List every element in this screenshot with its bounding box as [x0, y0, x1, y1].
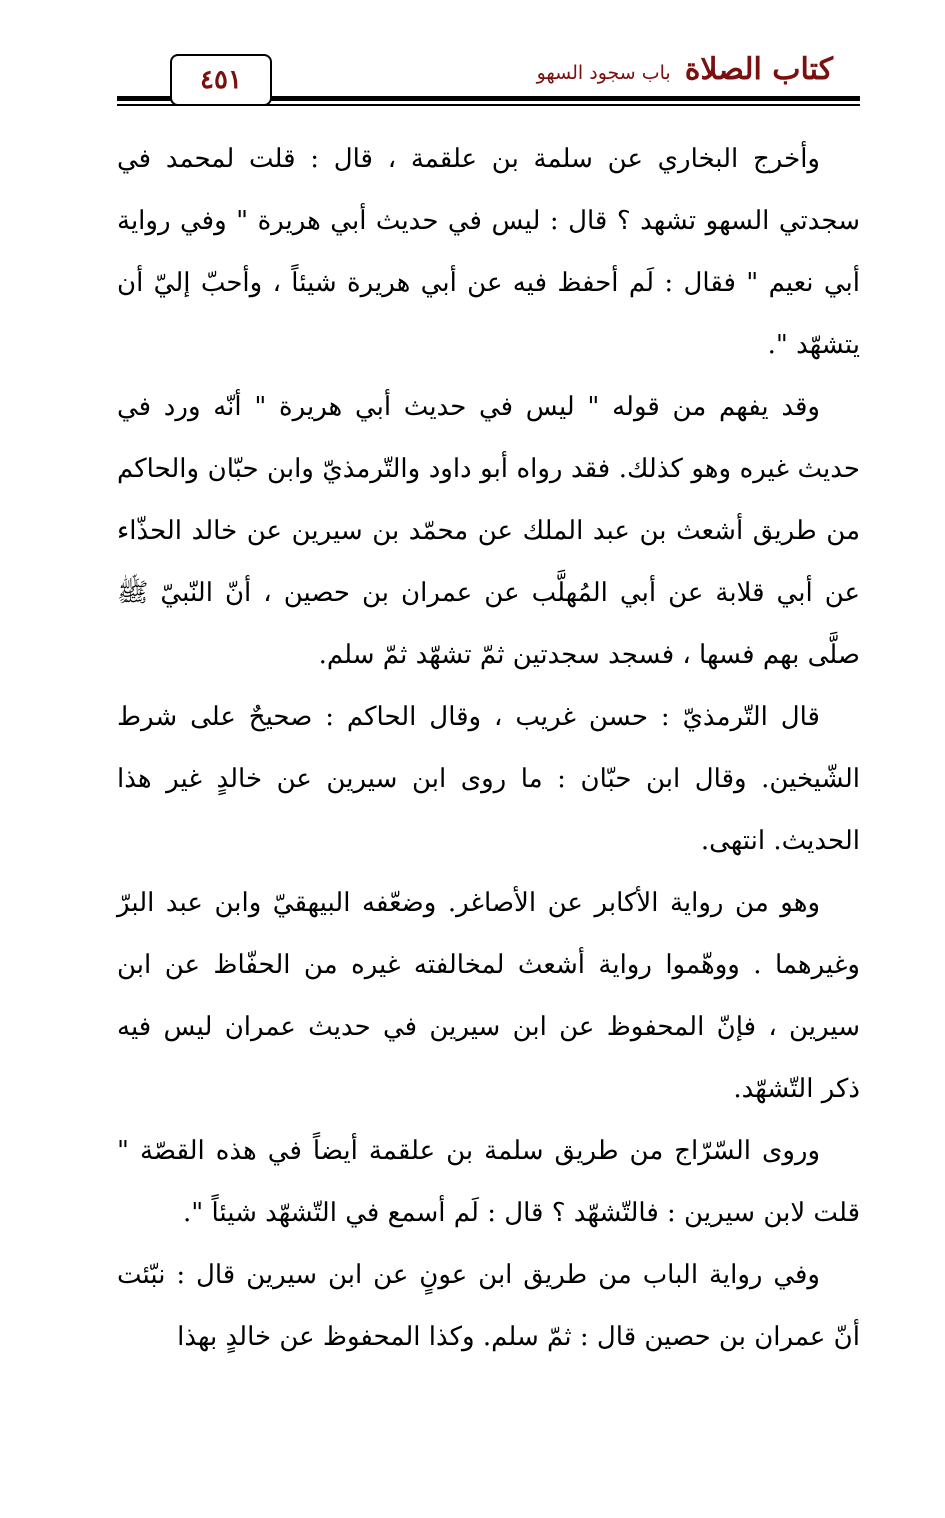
paragraph: وفي رواية الباب من طريق ابن عونٍ عن ابن سيرين قال : نبّئت أنّ عمران بن حصين قال : ثمّ سلم. وكذا المحفوظ عن خالدٍ بهذا	[117, 1260, 860, 1352]
paragraph: قال التّرمذيّ : حسن غريب ، وقال الحاكم : صحيحٌ على شرط الشّيخين. وقال ابن حبّان : ما روى ابن سيرين عن خالدٍ غير هذا الحديث. انتهى.	[117, 702, 860, 856]
paragraph: وروى السّرّاج من طريق سلمة بن علقمة أيضاً في هذه القصّة " قلت لابن سيرين : فالتّشهّد ؟ قال : لَم أسمع في التّشهّد شيئاً ".	[117, 1136, 860, 1228]
page-number: ٤٥١	[170, 54, 272, 106]
running-head	[537, 52, 833, 87]
book-title: كتاب الصلاة	[684, 52, 833, 87]
chapter-title: باب سجود السهو	[536, 62, 671, 84]
page-header	[0, 0, 945, 120]
paragraph: وأخرج البخاري عن سلمة بن علقمة ، قال : قلت لمحمد في سجدتي السهو تشهد ؟ قال : ليس في حديث أبي هريرة " وفي رواية أبي نعيم " فقال : لَم أحفظ فيه عن أبي هريرة شيئاً ، وأحبّ إليّ أن يتشهّد ".	[117, 144, 860, 360]
paragraph: وهو من رواية الأكابر عن الأصاغر. وضعّفه البيهقيّ وابن عبد البرّ وغيرهما . ووهّموا رواية أشعث لمخالفته غيره من الحفّاظ عن ابن سيرين ، فإنّ المحفوظ عن ابن سيرين في حديث عمران ليس فيه ذكر التّشهّد.	[117, 888, 860, 1104]
paragraph: وقد يفهم من قوله " ليس في حديث أبي هريرة " أنّه ورد في حديث غيره وهو كذلك. فقد رواه أبو داود والتّرمذيّ وابن حبّان والحاكم من طريق أشعث بن عبد الملك عن محمّد بن سيرين عن خالد الحذّاء عن أبي قلابة عن أبي المُهلَّب عن عمران بن حصين ، أنّ النّبيّ ﷺ صلَّى بهم فسها ، فسجد سجدتين ثمّ تشهّد ثمّ سلم.	[117, 392, 860, 670]
body-text	[117, 128, 860, 1368]
